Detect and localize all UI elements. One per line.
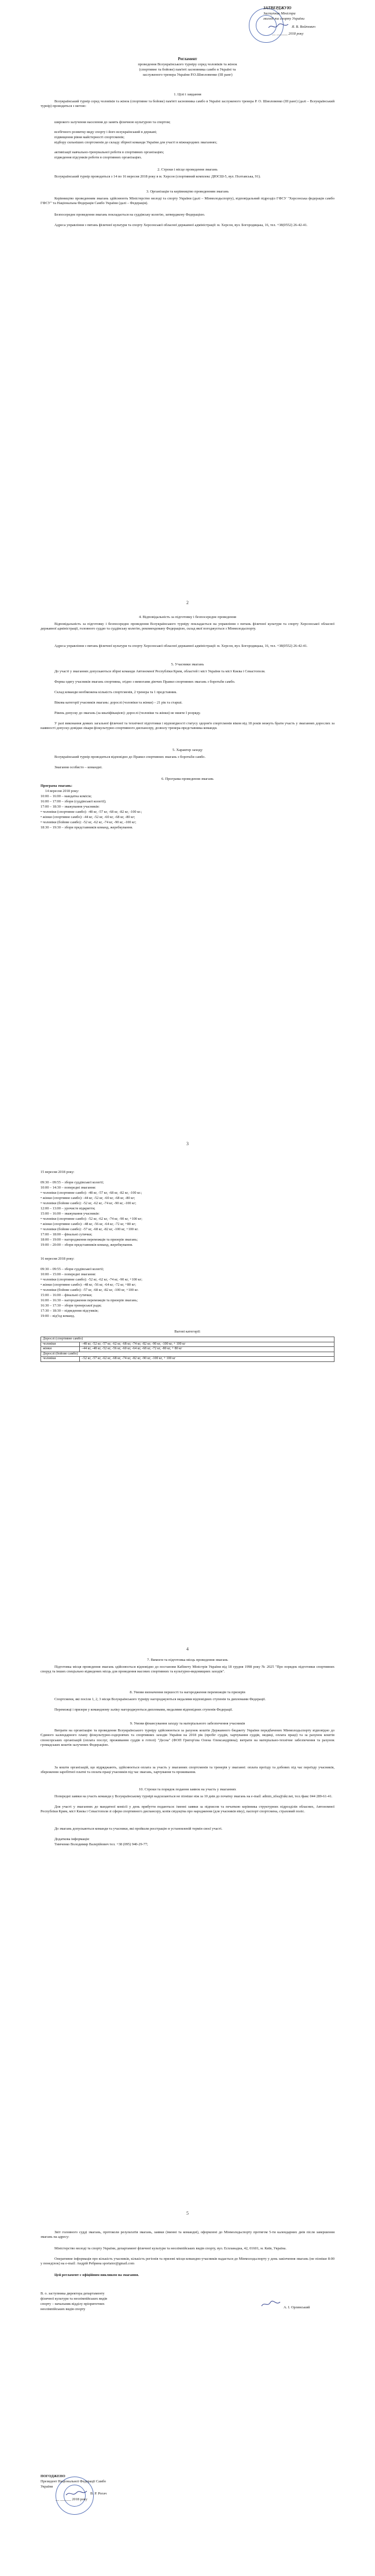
signature-icon: [260, 2300, 281, 2308]
schedule-2-item-5: • чоловіки (бойове самбо): -57 кг, -68 кг, -82 кг, -100 кг, +100 кг.: [41, 1288, 139, 1292]
section-2-text: Всеукраїнський турнір проводиться з 14 по 16 вересня 2018 року в м. Херсон (спортивний комплекс ДЮСШ-5, вул. Полтавська, 91).: [54, 175, 261, 179]
page-1: [0, 0, 375, 580]
weights-title: Вагові категорії:: [174, 1330, 201, 1334]
report-text-3: Оперативне інформація про кількість учасників, кількість регіонів та призові місця командно-учасників надається до Мінмолодьспорту у день закінчення змагань (не пізніше 8:00 у понеділок) на e-mail: Андрій Ребрина sportator@gmail.com: [41, 2257, 334, 2266]
schedule-1-item-8: • чоловіки (спортивне самбо): -52 кг, -62 кг, -74 кг, -90 кг, +100 кг;: [41, 1217, 142, 1221]
schedule-1-item-3: • чоловіки (спортивне самбо): -48 кг, -57 кг, -68 кг, -82 кг, -100 кг.;: [41, 1191, 142, 1195]
signature-icon: [65, 2489, 88, 2497]
table-cell: –44 кг, -48 кг, -52 кг, -56 кг, -60 кг, -64 кг, -68 кг, -72 кг, -80 кг, + 80 кг: [80, 1347, 334, 1352]
page-number: 4: [186, 1646, 189, 1652]
section-9-text-2: За кошти організацій, що відряджають, здійснюється оплата за участь у змаганнях спортсменів та тренерів у змаганні: оплата проїзду та добових під час переїзду учасників, збереження заробітної платні та оплата праці учасників під час змагань, харчування та проживання.: [41, 1766, 334, 1775]
page-3: [0, 1135, 375, 1598]
section-1-item-6: підведення підсумків роботи в спортивних організаціях.: [54, 156, 142, 160]
table-row: [41, 1357, 334, 1362]
doc-title: Регламент: [178, 57, 197, 61]
schedule-2-item-7: 16:00 – 16:30 – нагородження переможців та призерів змагань;: [41, 1298, 138, 1302]
program-item-1: 10:00 – 16:00 – мандатна комісія;: [41, 794, 92, 798]
section-1-item-5: активізації навчально-тренувальної роботи в спортивних організаціях;: [54, 150, 164, 154]
schedule-1-item-6: 12:00 – 13:00 – урочисте відкриття;: [41, 1206, 95, 1211]
section-4-text-2: Адреса управління з питань фізичної культури та спорту Херсонської обласної державної адміністрації: м. Херсон, вул. Богородицька, 16, тел. +38(0552) 26-42-41.: [54, 644, 308, 648]
schedule-date-1: 15 вересня 2018 року:: [41, 1170, 75, 1174]
schedule-1-item-2: 10:00 – 14:30 – попередні змагання:: [41, 1186, 96, 1190]
schedule-date-2: 16 вересня 2018 року:: [41, 1257, 75, 1261]
schedule-2-item-3: • чоловіки (спортивне самбо): -52 кг, -62 кг, -74 кг, -90 кг, +100 кг;: [41, 1278, 142, 1282]
section-1-item-2: всебічного розвитку виду спорту і його всеукраїнський в державі;: [54, 130, 157, 134]
section-3-text-1: Керівництво проведенням змагань здійснюють Міністерство молоді та спорту України (далі – Мінмолодьспорту), відповідальний підрозділ ГФСУ "Херсонська федерація самбо ГФСУ" та Національна Федерація Самбо України (далі – Федерація).: [41, 197, 334, 206]
agreed-signer: В. Р. Рогач: [90, 2492, 106, 2496]
program-item-3: 17:00 – 18:30 – зважування учасників:: [41, 805, 100, 809]
schedule-2-item-1: 09:30 – 09:55 – збори суддівської колегії;: [41, 1267, 104, 1271]
approval-signer: Я. В. Войтович: [292, 25, 316, 29]
signer-role-1: В. о. заступника директора департаменту: [41, 2292, 105, 2296]
agreed-date: __ ______ 2018 року: [56, 2497, 87, 2501]
section-1-text: Всеукраїнський турнір серед чоловіків та жінок (спортивне та бойове) пам'яті засновника самбо в Україні заслуженого тренера Р. О. Шиоловенко (ІІІ ранг) (далі – Всеукраїнський турнір) проводиться з метою:: [41, 99, 334, 109]
doc-subtitle-1: проведення Всеукраїнського турніру серед чоловіків та жінок: [138, 62, 237, 66]
report-text-1: Звіт головного судді змагань, протоколи результатів змагань, заявки (іменні та командні), оформлені до Мінмолодьспорту протягом 5-ти календарних днів після завершення змагань на адресу:: [41, 2230, 334, 2240]
section-9-heading: 9. Умови фінансування заходу та матеріального забезпечення учасників: [130, 1722, 245, 1726]
table-cell: –48 кг, -52 кг, -57 кг, -62 кг, -68 кг, -74 кг, -82 кг, -90 кг, -100 кг, + 100 кг: [80, 1342, 334, 1347]
official-call-text: Цей регламент є офіційним викликом на змагання.: [54, 2273, 139, 2277]
schedule-2-item-2: 10:00 – 15:00 – попередні змагання:: [41, 1272, 96, 1276]
table-cell: чоловіки: [41, 1357, 80, 1362]
schedule-2-item-4: • жінки (спортивне самбо): -48 кг, -56 кг, -64 кг, -72 кг, +80 кг;: [41, 1283, 136, 1287]
section-character-heading: 5. Характер заходу: [172, 748, 203, 752]
schedule-1-item-4: • жінки (спортивне самбо): -44 кг, -52 кг, -60 кг, -68 кг, -80 кг;: [41, 1196, 135, 1200]
section-program-heading: 6. Програма проведення змагань: [161, 777, 214, 781]
page-2: [0, 580, 375, 1135]
section-character-text-2: Змагання особисто – командні.: [54, 765, 102, 769]
section-1-item-3: підвищення рівня майстерності спортсменів;: [54, 135, 124, 139]
section-2-heading: 2. Строки і місце проведення змагань: [157, 168, 218, 172]
contact-line: Тимченко Володимир Валерійович тел. +38 (095) 940-29-77;: [54, 1842, 148, 1846]
section-5-text-4: Вікова категорії учасників змагань: дорослі (чоловіки та жінки) – 21 рік та старші.: [54, 701, 183, 705]
section-3-text-3: Адреса управління з питань фізичної культури та спорту Херсонської обласної державної адміністрації: м. Херсон, вул. Богородицька, 16, тел. +38(0552) 26-42-41.: [54, 223, 308, 227]
section-10-text-2: Для участі у змаганнях до мандатної комісії у день прибуття подаються: іменні заявки за підписом та печаткою керівника структурних підрозділів обласних, Автономної Республіки Крим, міст Києва і Севастополя зі сфери спортивного диспансеру, копія свідоцтва про народження (для учасників віку), паспорт спортсмена, страховий поліс.: [41, 1805, 334, 1814]
table-row: [41, 1337, 334, 1342]
table-row: [41, 1347, 334, 1352]
section-7-text: Підготовка місця проведення змагань здійснюється відповідно до постанови Кабінету Міністрів України від 18 грудня 1998 року № 2025 "Про порядок підготовки спортивних споруд та інших спеціально відведених місць для проведення масових спортивних та культурно-видовищних заходів".: [41, 1665, 334, 1674]
section-5-heading: 5. Учасники змагань: [171, 662, 204, 667]
page-4: [0, 1598, 375, 2228]
table-cell: чоловіки: [41, 1342, 80, 1347]
schedule-1-item-12: 18:00 – 19:00 – нагородження переможців та призерів змагань;: [41, 1238, 138, 1242]
agreed-line-2: України: [41, 2485, 53, 2489]
page-5: [0, 2211, 375, 2576]
section-8-text-1: Спортсмени, які посіли 1, 2, 3 місця Всеукраїнського турніру нагороджуються медалями відповідних ступенів та дипломами Федерації.: [54, 1697, 266, 1701]
signer-role-4: неолімпійських видів спорту: [41, 2307, 86, 2311]
approval-line-1: Заступник Міністра: [263, 12, 296, 16]
signer-role-2: фізичної культури та неолімпійських видів: [41, 2297, 108, 2301]
program-item-6: • чоловіки (бойове самбо): -52 кг, -62 кг, -74 кг, -90 кг, -100 кг;: [41, 820, 137, 824]
table-cell: –52 кг, -57 кг, -62 кг, -68 кг, -74 кг, -82 кг, -90 кг, -100 кг, + 100 кг: [80, 1357, 334, 1362]
program-item-5: • жінки (спортивне самбо): -44 кг, -52 кг, -60 кг, -68 кг, -80 кг;: [41, 815, 135, 819]
table-cell: жінки: [41, 1347, 80, 1352]
signature-icon: [267, 22, 291, 30]
schedule-1-item-9: • жінки (спортивне самбо): -48 кг, -56 кг, -64 кг, -72 кг, +80 кг;: [41, 1222, 136, 1226]
schedule-2-item-6: 15:00 – 16:00 – фінальні сутички;: [41, 1293, 93, 1297]
section-10-text-3: До змагань допускаються команди та учасники, які пройшли реєстрацію в установленій термін своєї участі.: [54, 1827, 223, 1831]
schedule-1-item-5: • чоловіки (бойове самбо): -52 кг, -62 кг, -74 кг, -90 кг, -100 кг;: [41, 1201, 137, 1205]
table-row: [41, 1342, 334, 1347]
schedule-1-item-7: 15:00 – 16:00 – зважування учасників:: [41, 1212, 100, 1216]
section-5-text-1: До участі у змаганнях допускаються збірні команди Автономної Республіки Крим, областей і міст України та міст Києва і Севастополя.: [54, 669, 266, 673]
section-5-text-6: У разі виконання деяких загальної фізичної та технічної підготовки і відповідності статусу здоров'я спортсменів віком від 18 років можуть брати участь у змаганнях дорослих за наявності допуску-довідки лікаря фізкультурно-спортивного диспансеру, дозволу тренера-представника команди.: [41, 721, 334, 731]
section-10-heading: 10. Строки та порядок подання заявок на участь у змаганнях: [139, 1787, 236, 1792]
section-9-text-1: Витрати на організацію та проведення Всеукраїнського турніру здійснюються за рахунок коштів Державного бюджету України передбачених Мінмолодьспорту відповідно до Єдиного календарного плану фізкультурно-оздоровчих та спортивних заходів України на 2018 рік (пробіг суддів, харчування суддів, медиці, оплата праці) та за рахунок коштів спонсорських організацій (оплата послуг, проживання суддів в готелі) "Десна" (ФОП Григор'єва Олена Олександрівна); витрати на матеріально-технічне забезпечення та рахунок громадських коштів залучених Федерацією.: [41, 1729, 334, 1748]
doc-subtitle-3: заслуженого тренера України Р.О.Шиоловенко (ІІІ ранг): [142, 73, 233, 77]
signer-role-3: спорту – начальник відділу пріоритетних: [41, 2302, 105, 2306]
program-title: Програма змагань:: [41, 784, 72, 788]
signer-name: А. І. Орлянський: [284, 2305, 310, 2309]
schedule-1-item-10: • чоловіки (бойове самбо): -57 кг, -68 кг, -82 кг, -100 кг, +100 кг.: [41, 1227, 139, 1231]
section-5-text-2: Форма одягу учасників змагань спортивна, згідно з вимогами діючих Правил спортивних змагань з боротьби самбо.: [54, 680, 236, 684]
schedule-1-item-13: 19:00 – 20:00 – збори представників команд, жеребкування.: [41, 1243, 133, 1247]
approval-title: ЗАТВЕРДЖУЮ: [263, 6, 292, 10]
doc-subtitle-2: (спортивне та бойове) пам'яті засновника самбо в Україні та: [139, 68, 236, 72]
program-item-7: 18:30 – 19:30 – збори представників команд, жеребкування.: [41, 826, 133, 830]
weight-categories-table: [41, 1337, 334, 1362]
program-item-2: 16:00 – 17:00 – збори (суддівської колегії);: [41, 800, 106, 804]
schedule-1-item-1: 09:30 – 09:55 – збори суддівської колегії;: [41, 1180, 104, 1185]
approval-date: __ ______ 2018 року: [272, 32, 304, 36]
table-header: Дорослі (бойове самбо): [41, 1352, 334, 1357]
schedule-1-item-11: 17:00 – 18:00 – фінальні сутички;: [41, 1233, 93, 1237]
report-text-2: Міністерство молоді та спорту України, департамент фізичної культури та неолімпійських видів спорту, вул. Еспланадна, 42, 01601, м. Київ, Україна.: [54, 2246, 286, 2251]
section-7-heading: 7. Вимоги та підготовка місць проведення змагань: [147, 1658, 228, 1662]
section-5-text-5: Рівень допуску до змагань (за кваліфікацією): дорослі (чоловіки та жінки) не нижче І розряду.: [54, 711, 201, 715]
program-date: 14 вересня 2018 року:: [45, 789, 79, 793]
section-1-heading: 1. Цілі і завдання: [174, 92, 201, 97]
section-10-text-1: Попередні заявки на участь команди у Всеукраїнському турнірі надсилаються не пізніше ніж за 10 днів до початку змагань на e-mail: admin_nfsu@ukr.net, тел./факс 044 289-61-41.: [54, 1794, 333, 1798]
section-1-item-1: широкого залучення населення до занять фізичною культурою та спортом;: [54, 120, 171, 124]
section-1-item-4: відбору сильніших спортсменів до складу збірної команди України для участі в міжнародних змаганнях;: [54, 140, 218, 145]
schedule-2-item-8: 16:30 – 17:30 – збори тренерської ради;: [41, 1304, 102, 1308]
agreed-title: ПОГОДЖЕНО: [41, 2474, 65, 2478]
table-row: [41, 1352, 334, 1357]
schedule-2-item-10: 19:00 – від'їзд команд.: [41, 1314, 75, 1318]
section-8-text-2: Переможці і призери у командному заліку нагороджуються дипломами, медалями відповідних ступенів Федерації.: [54, 1708, 233, 1712]
approval-line-2: молоді та спорту України: [263, 17, 305, 21]
section-4-text-1: Відповідальність за підготовку і безпосереднє проведення Всеукраїнського турніру покладається на управління з питань фізичної культури та спорту Херсонської обласної державної адміністрації, головного суддю та суддівську колегію, рекомендовану Федерацією, склад якої погоджується з Мінмолодьспорту.: [41, 622, 334, 631]
page-number: 2: [186, 600, 189, 605]
section-8-heading: 8. Умови визначення першості та нагородження переможців та призерів: [130, 1690, 245, 1694]
page-number: 5: [186, 2211, 189, 2216]
program-item-4: • чоловіки (спортивне самбо): -48 кг, -57 кг, -68 кг, -82 кг, -100 кг.;: [41, 810, 142, 814]
section-10-text-4: Додаткова інформація:: [54, 1837, 90, 1841]
section-3-heading: 3. Організація та керівництво проведенням змагань: [146, 190, 229, 194]
section-character-text-1: Всеукраїнський турнір проводиться відповідно до Правил спортивних змагань з боротьби самбо.: [54, 755, 206, 759]
agreed-line-1: Президент Національної Федерації Самбо: [41, 2479, 106, 2484]
section-3-text-2: Безпосереднє проведення змагань покладається на суддівську колегію, затверджену Федерацією.: [54, 213, 205, 217]
schedule-2-item-9: 17:30 – 18:30 – підведення підсумків;: [41, 1309, 99, 1313]
section-4-heading: 4. Відповідальність за підготовку і безпосереднє проведення: [138, 615, 237, 619]
table-header: Дорослі (спортивне самбо): [41, 1337, 334, 1342]
page-number: 3: [186, 1141, 189, 1146]
section-5-text-3: Склад команди необмежена кількість спортсменів, 2 тренера та 1 представник.: [54, 690, 177, 694]
